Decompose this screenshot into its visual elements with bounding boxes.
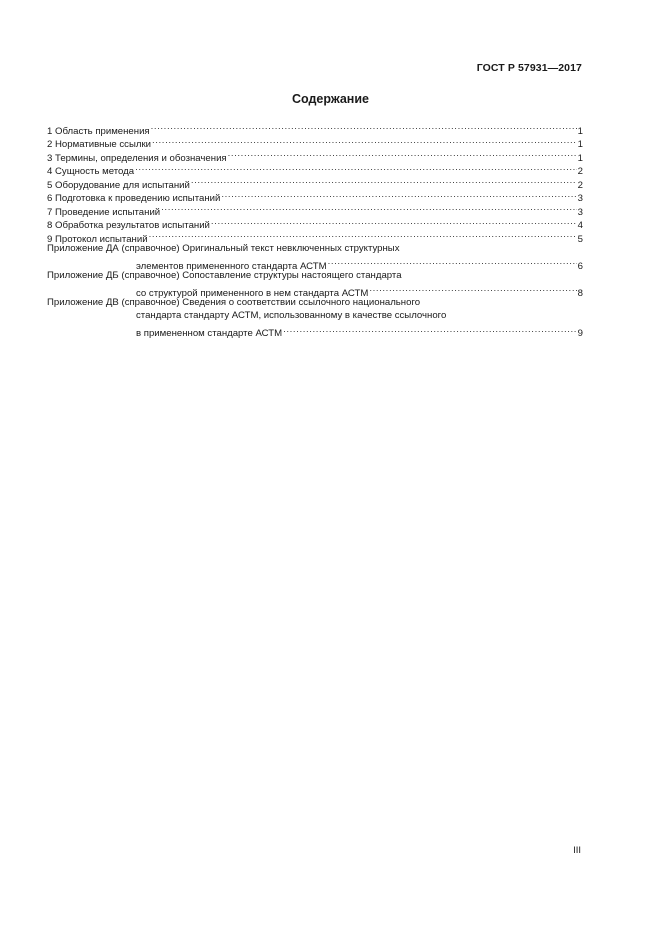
toc-entry-page: 1 bbox=[577, 125, 583, 137]
toc-entry-page: 3 bbox=[577, 193, 583, 204]
toc-appendix-label: стандарта стандарту АСТМ, использованному в качестве ссылочного bbox=[136, 310, 447, 321]
toc-entry-page: 3 bbox=[577, 206, 583, 218]
toc-title: Содержание bbox=[291, 92, 369, 106]
toc-entry-page: 9 bbox=[577, 328, 583, 339]
toc-appendix-label: в примененном стандарте АСТМ bbox=[136, 328, 283, 339]
dot-leader bbox=[152, 134, 577, 148]
dot-leader bbox=[328, 255, 577, 269]
table-of-contents bbox=[47, 120, 583, 339]
toc-entry-page: 6 bbox=[577, 260, 583, 272]
dot-leader bbox=[283, 323, 577, 337]
toc-entry-label: 3 Термины, определения и обозначения bbox=[47, 152, 227, 164]
toc-appendix-da[interactable] bbox=[47, 242, 583, 272]
toc-appendix-line bbox=[47, 242, 583, 256]
toc-entry-label: 9 Протокол испытаний bbox=[47, 233, 148, 245]
toc-appendix-label: Приложение ДБ (справочное) Сопоставление структуры настоящего стандарта bbox=[47, 269, 402, 281]
toc-appendix-line bbox=[47, 323, 583, 337]
dot-leader bbox=[191, 174, 577, 188]
dot-leader bbox=[151, 120, 577, 134]
toc-entry-page: 2 bbox=[577, 179, 583, 191]
toc-entry-label: 1 Область применения bbox=[47, 125, 150, 137]
toc-entry-page: 5 bbox=[577, 233, 583, 245]
toc-entry-label: 4 Сущность метода bbox=[47, 166, 135, 177]
toc-appendix-line bbox=[47, 269, 583, 283]
dot-leader bbox=[135, 161, 577, 175]
toc-appendix-line bbox=[47, 282, 583, 299]
toc-entry-label: 2 Нормативные ссылки bbox=[47, 139, 152, 150]
page-number: III bbox=[573, 845, 581, 856]
dot-leader bbox=[211, 215, 577, 229]
dot-leader bbox=[221, 188, 576, 202]
dot-leader bbox=[369, 282, 576, 296]
toc-entry-page: 8 bbox=[577, 287, 583, 299]
toc-appendix-label: Приложение ДВ (справочное) Сведения о соответствии ссылочного национального bbox=[47, 296, 421, 308]
toc-entry[interactable] bbox=[47, 120, 583, 137]
toc-appendix-db[interactable] bbox=[47, 269, 583, 299]
dot-leader bbox=[161, 201, 576, 215]
toc-entry-page: 4 bbox=[577, 220, 583, 231]
toc-appendix-label: элементов примененного стандарта АСТМ bbox=[136, 260, 327, 272]
toc-entry-page: 2 bbox=[577, 166, 583, 177]
dot-leader bbox=[228, 147, 577, 161]
toc-entry-page: 1 bbox=[577, 152, 583, 164]
toc-appendix-line bbox=[47, 255, 583, 272]
document-code: ГОСТ Р 57931—2017 bbox=[476, 62, 582, 74]
dot-leader bbox=[149, 228, 577, 242]
toc-entry-label: 7 Проведение испытаний bbox=[47, 206, 161, 218]
toc-entry-page: 1 bbox=[577, 139, 583, 150]
toc-entry-label: 6 Подготовка к проведению испытаний bbox=[47, 193, 221, 204]
toc-appendix-dv[interactable] bbox=[47, 296, 583, 337]
toc-entry-label: 5 Оборудование для испытаний bbox=[47, 179, 190, 191]
toc-appendix-line bbox=[47, 296, 583, 310]
toc-entry-label: 8 Обработка результатов испытаний bbox=[47, 220, 210, 231]
toc-appendix-label: Приложение ДА (справочное) Оригинальный текст невключенных структурных bbox=[47, 242, 400, 254]
toc-appendix-line bbox=[47, 309, 583, 323]
toc-appendix-label: со структурой примененного в нем стандарта АСТМ bbox=[136, 287, 369, 299]
